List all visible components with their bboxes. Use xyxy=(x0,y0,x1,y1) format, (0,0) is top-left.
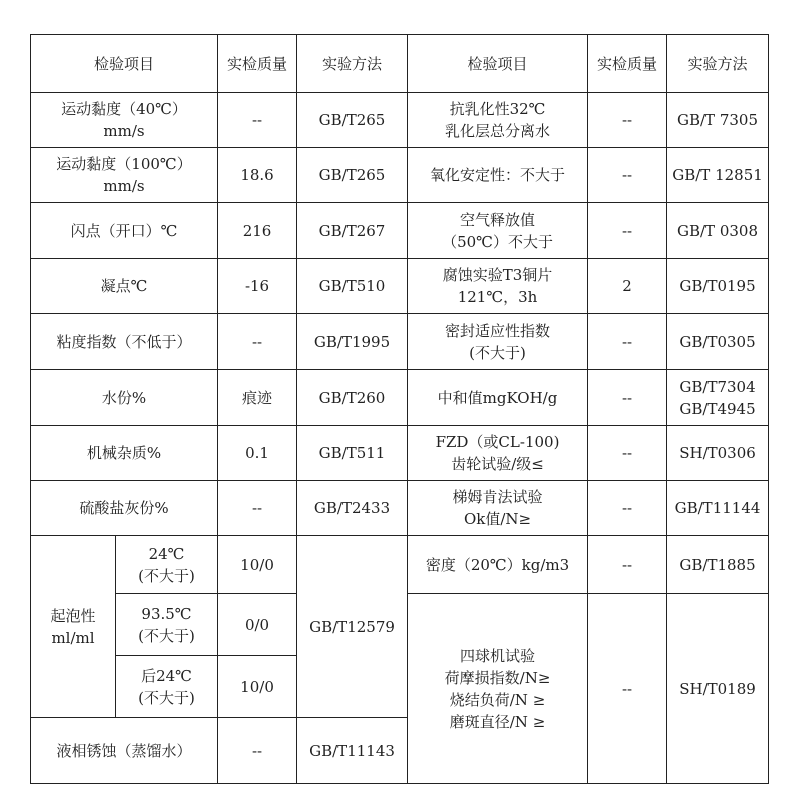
density-item: 密度（20℃）kg/m3 xyxy=(408,536,588,594)
quality-cell: 216 xyxy=(218,203,297,259)
header-quality: 实检质量 xyxy=(218,35,297,93)
table-row xyxy=(31,370,769,426)
method-cell-right: GB/T 12851 xyxy=(667,148,769,203)
method-cell: GB/T511 xyxy=(297,426,408,481)
header-row xyxy=(31,35,769,93)
rust-method: GB/T11143 xyxy=(297,718,408,784)
item-cell: 粘度指数（不低于） xyxy=(31,314,218,370)
quality-cell-right: -- xyxy=(588,314,667,370)
item-cell: 闪点（开口）℃ xyxy=(31,203,218,259)
item-cell-right: 空气释放值 （50℃）不大于 xyxy=(408,203,588,259)
method-cell: GB/T265 xyxy=(297,93,408,148)
header-quality-right: 实检质量 xyxy=(588,35,667,93)
quality-cell: -16 xyxy=(218,259,297,314)
method-cell: GB/T1995 xyxy=(297,314,408,370)
foam-quality: 10/0 xyxy=(218,536,297,594)
table-row xyxy=(31,426,769,481)
item-cell: 水份% xyxy=(31,370,218,426)
header-item: 检验项目 xyxy=(31,35,218,93)
table-row xyxy=(31,536,769,594)
item-cell: 硫酸盐灰份% xyxy=(31,481,218,536)
quality-cell-right: -- xyxy=(588,426,667,481)
item-cell-right: 梯姆肯法试验 Ok值/N≥ xyxy=(408,481,588,536)
table-row xyxy=(31,481,769,536)
item-cell-right: 密封适应性指数 (不大于) xyxy=(408,314,588,370)
item-cell: 运动黏度（40℃） mm/s xyxy=(31,93,218,148)
method-cell-right: SH/T0306 xyxy=(667,426,769,481)
header-item-right: 检验项目 xyxy=(408,35,588,93)
four-ball-method: SH/T0189 xyxy=(667,594,769,784)
quality-cell: 18.6 xyxy=(218,148,297,203)
foam-quality: 10/0 xyxy=(218,656,297,718)
spec-table xyxy=(30,34,769,784)
quality-cell: -- xyxy=(218,93,297,148)
method-cell-right: GB/T 0308 xyxy=(667,203,769,259)
table-row xyxy=(31,93,769,148)
item-cell: 运动黏度（100℃） mm/s xyxy=(31,148,218,203)
header-method-right: 实验方法 xyxy=(667,35,769,93)
table-row xyxy=(31,203,769,259)
foam-condition: 后24℃ (不大于) xyxy=(116,656,218,718)
quality-cell: 0.1 xyxy=(218,426,297,481)
item-cell-right: 中和值mgKOH/g xyxy=(408,370,588,426)
quality-cell-right: -- xyxy=(588,203,667,259)
quality-cell: 痕迹 xyxy=(218,370,297,426)
method-cell: GB/T2433 xyxy=(297,481,408,536)
method-cell: GB/T260 xyxy=(297,370,408,426)
density-quality: -- xyxy=(588,536,667,594)
item-cell: 凝点℃ xyxy=(31,259,218,314)
header-method: 实验方法 xyxy=(297,35,408,93)
foam-method: GB/T12579 xyxy=(297,536,408,718)
quality-cell-right: -- xyxy=(588,370,667,426)
item-cell: 机械杂质% xyxy=(31,426,218,481)
method-cell: GB/T510 xyxy=(297,259,408,314)
method-cell: GB/T265 xyxy=(297,148,408,203)
quality-cell: -- xyxy=(218,314,297,370)
quality-cell: -- xyxy=(218,481,297,536)
quality-cell-right: -- xyxy=(588,93,667,148)
table-row xyxy=(31,259,769,314)
foam-condition: 24℃ (不大于) xyxy=(116,536,218,594)
method-cell-right: GB/T0195 xyxy=(667,259,769,314)
method-cell-right: GB/T11144 xyxy=(667,481,769,536)
item-cell-right: 氧化安定性：不大于 xyxy=(408,148,588,203)
density-method: GB/T1885 xyxy=(667,536,769,594)
item-cell-right: 腐蚀实验T3铜片 121℃，3h xyxy=(408,259,588,314)
four-ball-item: 四球机试验 荷摩损指数/N≥ 烧结负荷/N ≥ 磨斑直径/N ≥ xyxy=(408,594,588,784)
foam-condition: 93.5℃ (不大于) xyxy=(116,594,218,656)
item-cell-right: 抗乳化性32℃ 乳化层总分离水 xyxy=(408,93,588,148)
table-row xyxy=(31,148,769,203)
method-cell: GB/T267 xyxy=(297,203,408,259)
item-cell-right: FZD（或CL-100) 齿轮试验/级≤ xyxy=(408,426,588,481)
table-row xyxy=(31,314,769,370)
foam-quality: 0/0 xyxy=(218,594,297,656)
method-cell-right: GB/T7304 GB/T4945 xyxy=(667,370,769,426)
foam-label: 起泡性 ml/ml xyxy=(31,536,116,718)
quality-cell-right: -- xyxy=(588,148,667,203)
four-ball-quality: -- xyxy=(588,594,667,784)
rust-quality: -- xyxy=(218,718,297,784)
method-cell-right: GB/T 7305 xyxy=(667,93,769,148)
quality-cell-right: -- xyxy=(588,481,667,536)
rust-item: 液相锈蚀（蒸馏水） xyxy=(31,718,218,784)
quality-cell-right: 2 xyxy=(588,259,667,314)
method-cell-right: GB/T0305 xyxy=(667,314,769,370)
